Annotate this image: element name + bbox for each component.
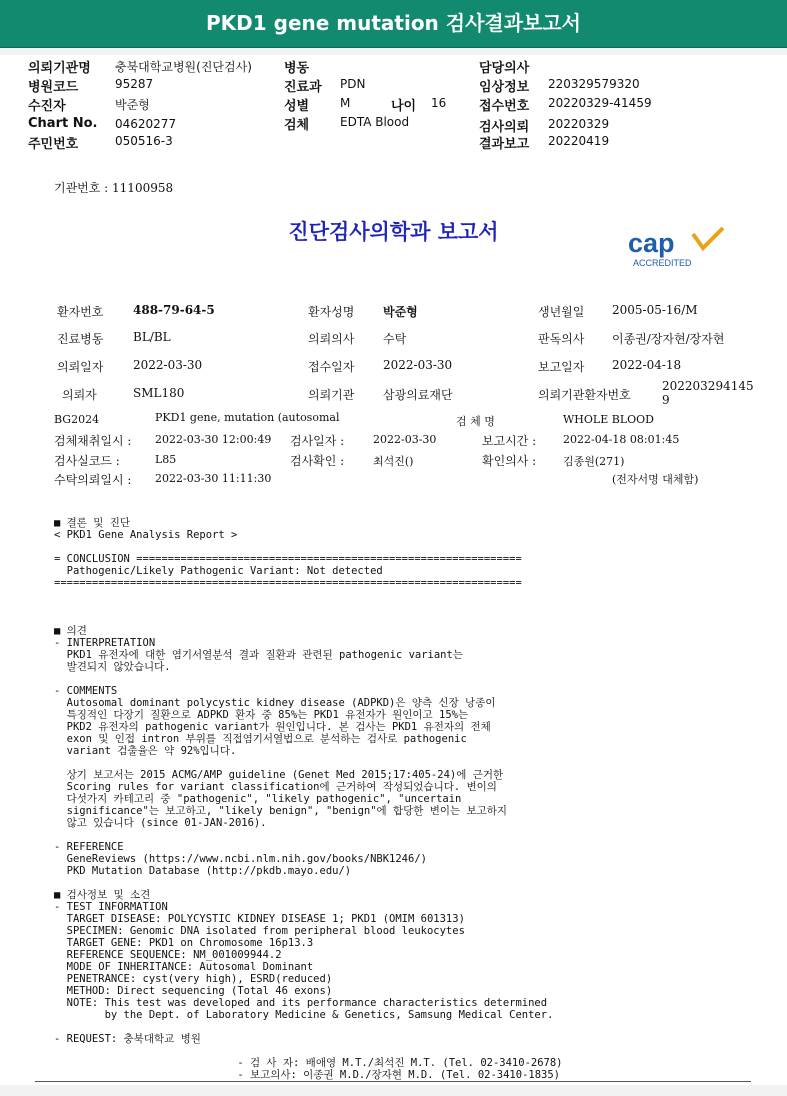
report-line: exon 및 인접 intron 부위를 직접염기서열법으로 분석하는 검사로 pathogenic bbox=[54, 733, 467, 745]
specimen-name-label: 검 체 명 bbox=[456, 415, 495, 428]
specimen-name-value: WHOLE BLOOD bbox=[563, 413, 654, 426]
clinical-info-label: 임상정보 bbox=[479, 80, 530, 95]
chart-no-value: 04620277 bbox=[115, 117, 177, 131]
receipt-date-value: 2022-03-30 bbox=[383, 358, 453, 372]
resident-no-label: 주민번호 bbox=[28, 137, 79, 152]
receipt-date-label: 접수일자 bbox=[308, 360, 355, 374]
confirm-doctor-value: 김종원(271) bbox=[563, 455, 625, 468]
specimen-label: 검체 bbox=[284, 118, 310, 133]
requester-label: 의뢰자 bbox=[62, 388, 97, 402]
test-confirm-value: 최석진() bbox=[373, 455, 414, 468]
physician-label: 담당의사 bbox=[479, 61, 530, 76]
hospital-code-value: 95287 bbox=[115, 77, 154, 91]
report-line: PENETRANCE: cyst(very high), ESRD(reduced) bbox=[54, 973, 333, 985]
report-body bbox=[54, 517, 563, 1081]
report-line: - 보고의사: 이종권 M.D./장자현 M.D. (Tel. 02-3410-1835) bbox=[54, 1069, 561, 1081]
sex-label: 성별 bbox=[284, 99, 310, 114]
report-line: - 검 사 자: 배애영 M.T./최석진 M.T. (Tel. 02-3410-2678) bbox=[54, 1057, 563, 1069]
inst-patient-no-value-1: 202203294145 bbox=[662, 379, 754, 393]
patient-no-value: 488-79-64-5 bbox=[133, 303, 215, 317]
report-line: Autosomal dominant polycystic kidney disease (ADPKD)은 양측 신장 낭종이 bbox=[54, 697, 496, 709]
doc-ward-label: 진료병동 bbox=[57, 332, 104, 346]
age-label: 나이 bbox=[391, 99, 417, 114]
cap-accredited-text: ACCREDITED bbox=[633, 258, 692, 268]
report-line: SPECIMEN: Genomic DNA isolated from peripheral blood leukocytes bbox=[54, 925, 465, 937]
requesting-doctor-label: 의뢰의사 bbox=[308, 332, 355, 346]
chart-no-label: Chart No. bbox=[28, 116, 98, 131]
report-line bbox=[54, 613, 563, 625]
report-line bbox=[54, 601, 563, 613]
department-value: PDN bbox=[340, 77, 366, 91]
report-line: REFERENCE SEQUENCE: NM_001009944.2 bbox=[54, 949, 282, 961]
report-time-value: 2022-04-18 08:01:45 bbox=[563, 433, 680, 446]
footer-divider bbox=[35, 1081, 751, 1082]
dob-label: 생년월일 bbox=[538, 305, 585, 319]
sex-value: M bbox=[340, 96, 351, 110]
report-line bbox=[54, 541, 563, 553]
collection-time-label: 검체채취일시 : bbox=[54, 434, 132, 448]
dob-value: 2005-05-16/M bbox=[612, 303, 698, 317]
report-line: - REQUEST: 충북대학교 병원 bbox=[54, 1033, 201, 1045]
report-line: TARGET GENE: PKD1 on Chromosome 16p13.3 bbox=[54, 937, 314, 949]
report-line: MODE OF INHERITANCE: Autosomal Dominant bbox=[54, 961, 314, 973]
result-report-label: 결과보고 bbox=[479, 137, 530, 152]
report-line bbox=[54, 589, 563, 601]
interpreting-doctor-value: 이종권/장자현/장자현 bbox=[612, 332, 725, 346]
lab-code-value: L85 bbox=[155, 453, 177, 466]
receipt-no-label: 접수번호 bbox=[479, 99, 530, 114]
report-line: 않고 있습니다 (since 01-JAN-2016). bbox=[54, 817, 267, 829]
report-line: 상기 보고서는 2015 ACMG/AMP guideline (Genet Med 2015;17:405-24)에 근거한 bbox=[54, 769, 504, 781]
test-date-value: 2022-03-30 bbox=[373, 433, 437, 446]
age-value: 16 bbox=[431, 96, 447, 110]
ordering-institution-label: 의뢰기관명 bbox=[28, 61, 91, 76]
report-line: GeneReviews (https://www.ncbi.nlm.nih.gov/books/NBK1246/) bbox=[54, 853, 427, 865]
report-line: Scoring rules for variant classification에 근거하여 작성되었습니다. 변이의 bbox=[54, 781, 497, 793]
report-title: PKD1 gene mutation 검사결과보고서 bbox=[205, 11, 581, 35]
patient-name-value: 박준형 bbox=[383, 305, 418, 319]
doc-ward-value: BL/BL bbox=[133, 330, 171, 344]
report-line: = CONCLUSION ============================================================= bbox=[54, 553, 522, 565]
requesting-institution-value: 삼광의료재단 bbox=[383, 388, 453, 402]
specimen-value: EDTA Blood bbox=[340, 115, 410, 129]
report-header-bar bbox=[0, 0, 787, 48]
report-line bbox=[54, 1021, 563, 1033]
report-date-value: 2022-04-18 bbox=[612, 358, 682, 372]
clinical-info-value: 220329579320 bbox=[548, 77, 640, 91]
patient-label: 수진자 bbox=[28, 99, 66, 114]
report-line: significance"는 보고하고, "likely benign", "benign"에 합당한 변이는 보고하지 bbox=[54, 805, 508, 817]
hospital-code-label: 병원코드 bbox=[28, 80, 79, 95]
requesting-institution-label: 의뢰기관 bbox=[308, 388, 355, 402]
requesting-doctor-value: 수탁 bbox=[383, 332, 407, 346]
inst-patient-no-label: 의뢰기관환자번호 bbox=[538, 388, 631, 402]
report-line: PKD Mutation Database (http://pkdb.mayo.edu/) bbox=[54, 865, 352, 877]
inst-patient-no-value-2: 9 bbox=[662, 393, 670, 407]
result-report-value: 20220419 bbox=[548, 134, 610, 148]
report-line bbox=[54, 673, 563, 685]
consignment-time-label: 수탁의뢰일시 : bbox=[54, 473, 132, 487]
cap-logo-text: cap bbox=[628, 228, 675, 258]
patient-name-label: 환자성명 bbox=[308, 305, 355, 319]
esign-note: (전자서명 대체함) bbox=[612, 473, 699, 486]
report-line bbox=[54, 1045, 563, 1057]
requester-value: SML180 bbox=[133, 386, 185, 400]
report-date-label: 보고일자 bbox=[538, 360, 585, 374]
report-line: - TEST INFORMATION bbox=[54, 901, 168, 913]
report-line: PKD1 유전자에 대한 염기서열분석 결과 질환과 관련된 pathogenic variant는 bbox=[54, 649, 463, 661]
report-line: - REFERENCE bbox=[54, 841, 124, 853]
report-time-label: 보고시간 : bbox=[482, 434, 537, 448]
resident-no-value: 050516-3 bbox=[115, 134, 173, 148]
ordering-institution-value: 충북대학교병원(진단검사) bbox=[115, 60, 252, 74]
report-line: 특징적인 다장기 질환으로 ADPKD 환자 중 85%는 PKD1 유전자가 원인이고 15%는 bbox=[54, 709, 469, 721]
report-line: Pathogenic/Likely Pathogenic Variant: Not detected bbox=[54, 565, 383, 577]
report-line: < PKD1 Gene Analysis Report > bbox=[54, 529, 238, 541]
report-line: ========================================================================== bbox=[54, 577, 522, 589]
interpreting-doctor-label: 판독의사 bbox=[538, 332, 585, 346]
report-line: - COMMENTS bbox=[54, 685, 118, 697]
report-line: by the Dept. of Laboratory Medicine & Genetics, Samsung Medical Center. bbox=[54, 1009, 554, 1021]
lab-code-label: 검사실코드 : bbox=[54, 454, 120, 468]
collection-time-value: 2022-03-30 12:00:49 bbox=[155, 433, 272, 446]
patient-no-label: 환자번호 bbox=[57, 305, 104, 319]
report-line bbox=[54, 877, 563, 889]
test-date-label: 검사일자 : bbox=[290, 434, 345, 448]
institution-number: 기관번호 : 11100958 bbox=[54, 181, 174, 195]
report-line: ■ 결론 및 진단 bbox=[54, 517, 131, 529]
test-request-label: 검사의뢰 bbox=[479, 120, 530, 135]
ward-label: 병동 bbox=[284, 61, 310, 76]
report-line: NOTE: This test was developed and its performance characteristics determined bbox=[54, 997, 548, 1009]
test-confirm-label: 검사확인 : bbox=[290, 454, 345, 468]
consignment-time-value: 2022-03-30 11:11:30 bbox=[155, 472, 272, 485]
receipt-no-value: 20220329-41459 bbox=[548, 96, 652, 110]
report-line: - INTERPRETATION bbox=[54, 637, 156, 649]
report-document bbox=[0, 165, 787, 1085]
report-line: variant 검출율은 약 92%입니다. bbox=[54, 745, 237, 757]
request-date-label: 의뢰일자 bbox=[57, 360, 104, 374]
patient-info-panel bbox=[0, 55, 787, 165]
report-line: METHOD: Direct sequencing (Total 46 exons) bbox=[54, 985, 333, 997]
report-line: PKD2 유전자의 pathogenic variant가 원인입니다. 본 검사는 PKD1 유전자의 전체 bbox=[54, 721, 491, 733]
document-title: 진단검사의학과 보고서 bbox=[288, 219, 499, 244]
report-line: 다섯가지 카테고리 중 "pathogenic", "likely pathogenic", "uncertain bbox=[54, 793, 462, 805]
patient-value: 박준형 bbox=[115, 98, 150, 112]
test-request-value: 20220329 bbox=[548, 117, 610, 131]
confirm-doctor-label: 확인의사 : bbox=[482, 454, 537, 468]
department-label: 진료과 bbox=[284, 80, 322, 95]
report-line bbox=[54, 757, 563, 769]
report-line: ■ 의견 bbox=[54, 625, 87, 637]
report-line: ■ 검사정보 및 소견 bbox=[54, 889, 151, 901]
test-name: PKD1 gene, mutation (autosomal bbox=[155, 411, 340, 424]
report-line: 발견되지 않았습니다. bbox=[54, 661, 171, 673]
report-line: TARGET DISEASE: POLYCYSTIC KIDNEY DISEASE 1; PKD1 (OMIM 601313) bbox=[54, 913, 465, 925]
cap-accredited-logo bbox=[627, 226, 727, 270]
request-date-value: 2022-03-30 bbox=[133, 358, 203, 372]
checkmark-icon bbox=[693, 228, 723, 248]
report-line bbox=[54, 829, 563, 841]
test-code: BG2024 bbox=[54, 413, 100, 426]
